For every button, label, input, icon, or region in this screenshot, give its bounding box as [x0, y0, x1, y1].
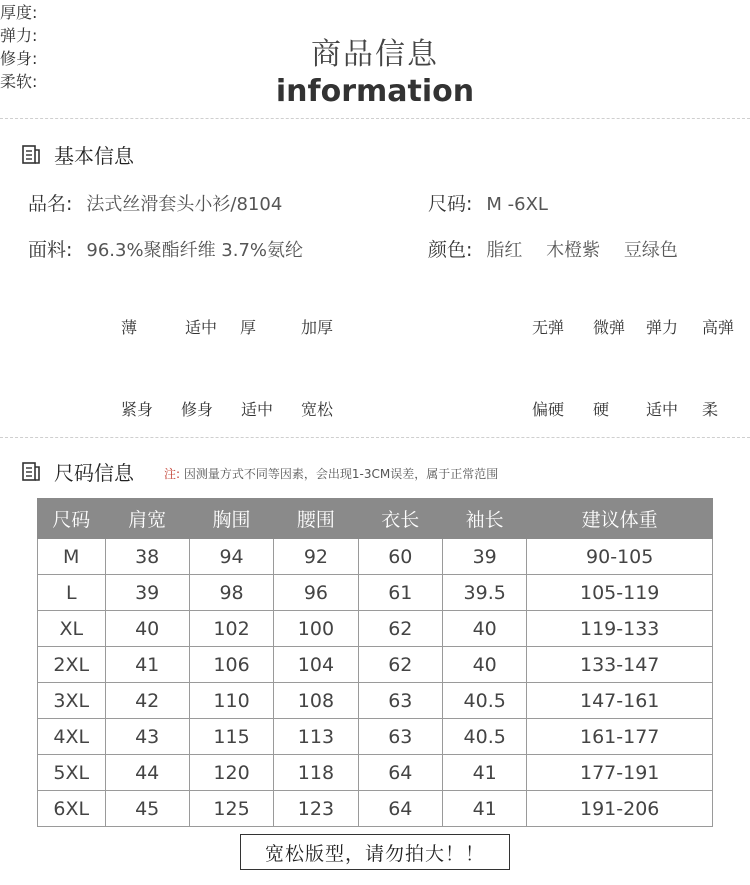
elasticity-option-label: 微弹 [593, 318, 626, 337]
table-cell: 118 [274, 755, 358, 791]
table-row [38, 791, 713, 827]
softness-label: 柔软: [0, 72, 38, 91]
elasticity-option-label: 弹力 [646, 318, 679, 337]
note-text: 因测量方式不同等因素，会出现1-3CM误差，属于正常范围 [183, 467, 499, 481]
product-name-label: 品名: [28, 193, 73, 215]
table-row [38, 755, 713, 791]
table-header-cell: 袖长 [443, 499, 527, 539]
table-cell: 39.5 [443, 575, 527, 611]
basic-info-title: 基本信息 [54, 144, 134, 168]
table-cell: 115 [189, 719, 273, 755]
color-values [486, 236, 695, 262]
color-option: 木橙紫 [546, 240, 601, 261]
thickness-option-label: 薄 [121, 318, 138, 337]
table-cell: M [38, 539, 106, 575]
table-cell: 40 [443, 647, 527, 683]
table-cell: 62 [358, 647, 442, 683]
document-icon [22, 145, 40, 165]
table-cell: 104 [274, 647, 358, 683]
table-cell: 63 [358, 683, 442, 719]
table-row [38, 575, 713, 611]
table-header-cell: 肩宽 [105, 499, 189, 539]
fabric-row [28, 235, 303, 262]
elasticity-option-label: 无弹 [532, 318, 565, 337]
softness-option-label: 适中 [646, 400, 679, 419]
table-cell: 125 [189, 791, 273, 827]
table-cell: 38 [105, 539, 189, 575]
table-cell: L [38, 575, 106, 611]
document-icon [22, 462, 40, 482]
size-info-title: 尺码信息 [54, 461, 134, 485]
table-cell: 40 [443, 611, 527, 647]
table-cell: 102 [189, 611, 273, 647]
table-cell: 120 [189, 755, 273, 791]
table-cell: 94 [189, 539, 273, 575]
table-row [38, 539, 713, 575]
table-header-cell: 衣长 [358, 499, 442, 539]
table-cell: XL [38, 611, 106, 647]
table-cell: 119-133 [527, 611, 713, 647]
table-cell: 40.5 [443, 683, 527, 719]
fabric-label: 面料: [28, 239, 73, 261]
elasticity-label: 弹力: [0, 26, 38, 45]
table-cell: 98 [189, 575, 273, 611]
fit-label: 修身: [0, 49, 38, 68]
table-header-cell: 建议体重 [527, 499, 713, 539]
table-cell: 100 [274, 611, 358, 647]
table-cell: 96 [274, 575, 358, 611]
thickness-option-label: 适中 [185, 318, 218, 337]
size-table [37, 498, 713, 827]
size-info-heading [22, 457, 498, 486]
table-cell: 123 [274, 791, 358, 827]
size-range-value: M -6XL [486, 194, 548, 215]
table-row [38, 611, 713, 647]
table-header-row [38, 499, 713, 539]
measurement-note [164, 465, 498, 482]
table-cell: 110 [189, 683, 273, 719]
table-row [38, 647, 713, 683]
fit-option-label: 修身 [181, 400, 214, 419]
thickness-option-label: 加厚 [301, 318, 334, 337]
table-cell: 90-105 [527, 539, 713, 575]
fit-option-label: 适中 [241, 400, 274, 419]
table-cell: 41 [443, 791, 527, 827]
product-name-row [28, 189, 282, 216]
color-option: 豆绿色 [623, 240, 678, 261]
thickness-label: 厚度: [0, 3, 38, 22]
table-cell: 3XL [38, 683, 106, 719]
table-cell: 60 [358, 539, 442, 575]
table-cell: 191-206 [527, 791, 713, 827]
table-cell: 147-161 [527, 683, 713, 719]
page-title: 商品信息 [311, 37, 439, 72]
elasticity-option-label: 高弹 [702, 318, 735, 337]
table-cell: 44 [105, 755, 189, 791]
table-cell: 42 [105, 683, 189, 719]
table-cell: 64 [358, 755, 442, 791]
color-row [428, 235, 696, 262]
color-option: 脂红 [486, 240, 523, 261]
table-header-cell: 胸围 [189, 499, 273, 539]
softness-option-label: 硬 [593, 400, 610, 419]
table-cell: 4XL [38, 719, 106, 755]
table-cell: 43 [105, 719, 189, 755]
fit-option-label: 紧身 [121, 400, 154, 419]
page-subtitle: information [275, 74, 475, 109]
table-cell: 92 [274, 539, 358, 575]
table-row [38, 719, 713, 755]
table-cell: 177-191 [527, 755, 713, 791]
product-name-value: 法式丝滑套头小衫/8104 [86, 194, 283, 215]
table-cell: 40.5 [443, 719, 527, 755]
divider [0, 118, 750, 119]
table-cell: 64 [358, 791, 442, 827]
fabric-value: 96.3%聚酯纤维 3.7%氨纶 [86, 240, 304, 261]
table-cell: 63 [358, 719, 442, 755]
softness-option-label: 偏硬 [532, 400, 565, 419]
table-cell: 45 [105, 791, 189, 827]
page-header [0, 36, 750, 110]
fit-notice: 宽松版型，请勿拍大！！ [240, 834, 510, 870]
table-header-cell: 腰围 [274, 499, 358, 539]
thickness-option-label: 厚 [240, 318, 257, 337]
size-range-row [428, 189, 548, 216]
table-cell: 5XL [38, 755, 106, 791]
table-cell: 108 [274, 683, 358, 719]
table-row [38, 683, 713, 719]
table-cell: 41 [105, 647, 189, 683]
table-cell: 41 [443, 755, 527, 791]
fit-option-label: 宽松 [301, 400, 334, 419]
table-cell: 61 [358, 575, 442, 611]
size-range-label: 尺码: [428, 193, 473, 215]
table-cell: 105-119 [527, 575, 713, 611]
table-cell: 133-147 [527, 647, 713, 683]
table-cell: 62 [358, 611, 442, 647]
color-label: 颜色: [428, 239, 473, 261]
basic-info-heading [22, 140, 134, 169]
table-cell: 40 [105, 611, 189, 647]
table-header-cell: 尺码 [38, 499, 106, 539]
note-prefix: 注: [164, 467, 181, 481]
divider [0, 437, 750, 438]
table-cell: 113 [274, 719, 358, 755]
table-cell: 106 [189, 647, 273, 683]
table-cell: 161-177 [527, 719, 713, 755]
softness-option-label: 柔 [702, 400, 719, 419]
table-cell: 39 [443, 539, 527, 575]
table-cell: 2XL [38, 647, 106, 683]
table-cell: 6XL [38, 791, 106, 827]
table-cell: 39 [105, 575, 189, 611]
